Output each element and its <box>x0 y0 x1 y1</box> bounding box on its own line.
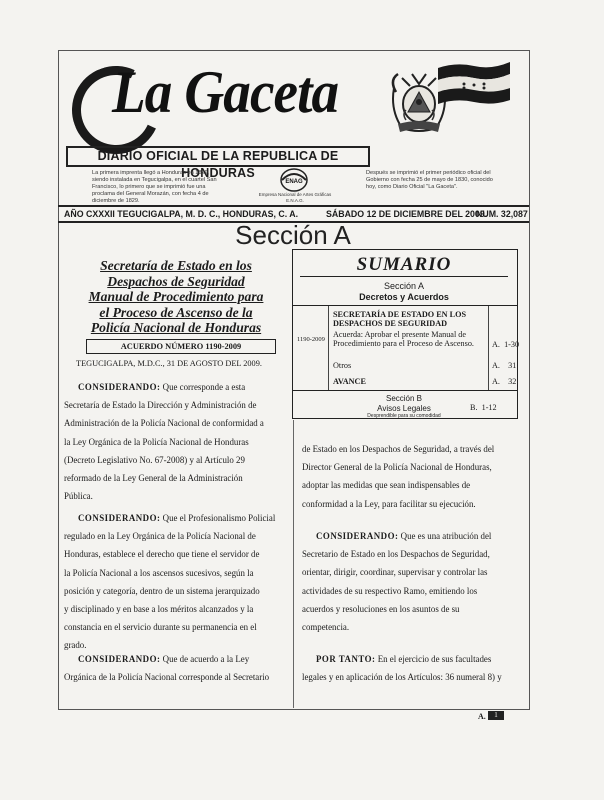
history-line: La primera imprenta llegó a Honduras en 1829, <box>92 170 210 176</box>
history-note-left <box>92 170 242 205</box>
entry-desc-line: Acuerda: Aprobar el presente Manual de <box>333 330 466 339</box>
sumario-section-b-sub: Avisos Legales <box>377 404 431 413</box>
page-range: 1-12 <box>481 403 497 412</box>
sumario-section-a: Sección A <box>383 281 425 291</box>
text-line: reformado de la Ley General de la Administración <box>64 473 243 484</box>
enag-caption-line: E.N.A.G. <box>286 198 304 203</box>
text-line: Que corresponde a esta <box>162 382 246 392</box>
text-line: Secretaría de Estado la Dirección y Administración de <box>64 400 257 411</box>
place-date: TEGUCIGALPA, M.D.C., 31 DE AGOSTO DEL 2009. <box>76 359 262 368</box>
text-line: En el ejercicio de sus facultades <box>377 654 492 664</box>
history-line: proclama del General Morazán, con fecha 4 de <box>92 191 209 197</box>
page-range: 1-30 <box>504 340 520 349</box>
text-line: Secretario de Estado en los Despachos de Seguridad, <box>302 549 490 560</box>
text-line: legales y en aplicación de los Artículos: 36 numeral 8) y <box>302 672 502 683</box>
enag-caption-line: Empresa Nacional de Artes Gráficas <box>258 192 332 197</box>
sumario-title: SUMARIO <box>356 254 452 275</box>
considerando-2 <box>64 509 286 655</box>
divider <box>300 276 508 277</box>
considerando-label: CONSIDERANDO: <box>78 382 161 392</box>
history-line: hoy, como Diario Oficial "La Gaceta". <box>366 184 458 190</box>
history-line: Francisco, lo primero que se imprimió fue una <box>92 184 206 190</box>
history-line: Después se imprimió el primer periódico oficial del <box>366 170 491 176</box>
sumario-entry-head <box>333 310 466 328</box>
headline-line: el Proceso de Ascenso de la <box>99 304 253 320</box>
sumario-entry-number: 1190-2009 <box>297 336 325 343</box>
text-line: grado. <box>64 640 87 651</box>
entry-desc-line: Procedimiento para el Proceso de Ascenso. <box>333 339 474 348</box>
history-note-right <box>366 170 516 191</box>
text-line: la Policía Nacional a los ascensos sucesivos, según la <box>64 567 254 578</box>
text-line: Administración de la Policía Nacional de conformidad a <box>64 418 264 429</box>
considerando-4 <box>302 527 524 636</box>
sumario-avance-page <box>492 377 516 386</box>
text-line: Que el Profesionalismo Policial <box>162 513 276 523</box>
continuation-paragraph <box>302 440 524 513</box>
page-number: 1 <box>488 711 504 720</box>
sumario-section-a-sub: Decretos y Acuerdos <box>359 292 449 302</box>
text-line: constancia en el servicio durante su permanencia en el <box>64 622 257 633</box>
entry-head-line: DESPACHOS DE SEGURIDAD <box>333 319 448 328</box>
enag-caption <box>250 192 340 204</box>
dateline-left: AÑO CXXXII TEGUCIGALPA, M. D. C., HONDURAS, C. A. <box>64 209 299 219</box>
column-divider <box>328 306 329 390</box>
text-line: regulado en la Ley Orgánica de la Policía Nacional de <box>64 531 256 542</box>
text-line: Orgánica de la Policía Nacional corresponde al Secretario <box>64 672 270 683</box>
history-line: Gobierno con fecha 25 de mayo de 1830, conocido <box>366 177 493 183</box>
text-line: Director General de la Policía Nacional de Honduras, <box>302 462 492 473</box>
entry-head-line: SECRETARÍA DE ESTADO EN LOS <box>333 310 467 319</box>
text-line: Que de acuerdo a la Ley <box>162 654 250 664</box>
text-line: Pública. <box>64 491 93 502</box>
text-line: orientar, dirigir, coordinar, supervisar y controlar las <box>302 567 488 578</box>
sumario-entry-page <box>492 340 519 349</box>
headline-line: Secretaría de Estado en los <box>100 258 252 273</box>
desprendible-note: Desprendible para su comodidad <box>367 413 441 419</box>
page-letter: A. <box>478 712 486 721</box>
section-title: Sección A <box>235 220 351 250</box>
sumario-section-b-page <box>470 403 497 412</box>
considerando-label: CONSIDERANDO: <box>78 654 161 664</box>
page-letter: B. <box>470 403 478 412</box>
text-line: conformidad a la Ley, para facilitar su ejecución. <box>302 498 476 509</box>
text-line: posición y categoría, dentro de un sistema jerarquizado <box>64 585 260 596</box>
dateline-date: SÁBADO 12 DE DICIEMBRE DEL 2009. <box>326 209 488 219</box>
enag-logo-text: ENAG <box>285 179 303 185</box>
column-divider <box>293 420 294 708</box>
newspaper-subtitle: DIARIO OFICIAL DE LA REPUBLICA DE HONDURAS <box>66 146 370 167</box>
text-line: Que es una atribución del <box>400 531 492 541</box>
sumario-otros-page <box>492 361 516 370</box>
acuerdo-number: ACUERDO NÚMERO 1190-2009 <box>86 339 276 354</box>
text-line: (Decreto Legislativo No. 67-2008) y al Artículo 29 <box>64 454 245 465</box>
page-letter: A. <box>492 361 500 370</box>
headline-line: Manual de Procedimiento para <box>88 289 264 304</box>
sumario-entry-desc <box>333 330 474 348</box>
text-line: adoptar las medidas que sean indispensables de <box>302 480 471 491</box>
article-headline <box>66 258 286 336</box>
divider <box>292 390 517 391</box>
page-letter: A. <box>492 340 500 349</box>
considerando-1 <box>64 378 286 505</box>
page-letter: A. <box>492 377 500 386</box>
gaceta-logo: La Gaceta <box>112 59 339 125</box>
history-line: siendo instalada en Tegucigalpa, en el cuartel San <box>92 177 217 183</box>
column-divider <box>488 306 489 390</box>
text-line: y disciplinado y en base a los méritos alcanzados y la <box>64 604 254 615</box>
divider <box>58 205 529 207</box>
sumario-section-b: Sección B <box>385 394 423 403</box>
page-range: 32 <box>508 377 517 386</box>
headline-line: Policía Nacional de Honduras <box>90 320 262 335</box>
considerando-label: CONSIDERANDO: <box>316 531 399 541</box>
headline-line: Despachos de Seguridad <box>107 273 245 289</box>
considerando-label: CONSIDERANDO: <box>78 513 161 523</box>
enag-logo-icon <box>274 168 314 192</box>
text-line: la Ley Orgánica de la Policía Nacional de Honduras <box>64 436 249 447</box>
text-line: acuerdos y resoluciones en los asuntos de su <box>302 603 460 614</box>
por-tanto <box>302 650 524 686</box>
history-line: diciembre de 1829. <box>92 198 140 204</box>
honduras-flag-icon <box>436 60 512 104</box>
issue-number: NUM. 32,087 <box>476 209 528 219</box>
text-line: actividades de su respectivo Ramo, emitiendo los <box>302 585 478 596</box>
sumario-otros: Otros <box>333 361 352 370</box>
text-line: competencia. <box>302 622 350 633</box>
divider <box>292 305 517 306</box>
page-range: 31 <box>508 361 517 370</box>
sumario-avance: AVANCE <box>333 377 366 386</box>
considerando-3 <box>64 650 286 686</box>
text-line: Honduras, establece el derecho que tiene el servidor de <box>64 549 260 560</box>
text-line: de Estado en los Despachos de Seguridad, a través del <box>302 444 495 454</box>
por-tanto-label: POR TANTO: <box>316 654 376 664</box>
